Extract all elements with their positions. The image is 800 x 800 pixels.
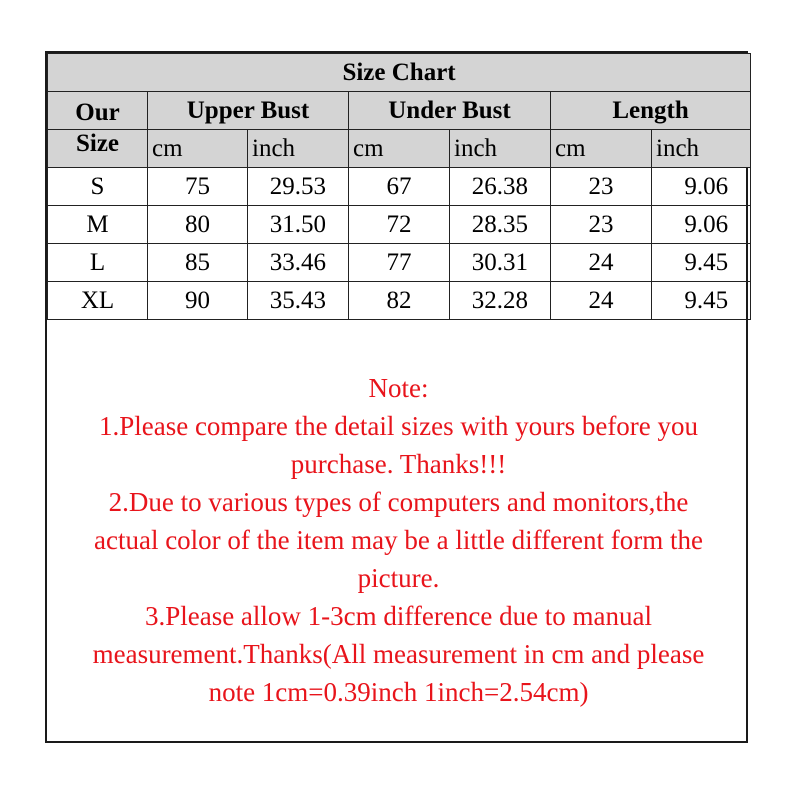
table-row: [48, 244, 751, 282]
unit-header-cell: inch: [248, 130, 349, 168]
note-line: note 1cm=0.39inch 1inch=2.54cm): [208, 677, 589, 707]
unit-header-cell: inch: [652, 130, 751, 168]
under-bust-cm-cell: 77: [349, 244, 450, 282]
upper-bust-inch-cell: 33.46: [248, 244, 349, 282]
table-row: [48, 282, 751, 320]
upper-bust-cm-cell: 75: [148, 168, 248, 206]
upper-bust-inch-cell: 35.43: [248, 282, 349, 320]
unit-header-cell: cm: [551, 130, 652, 168]
note-line: actual color of the item may be a little different form the: [93, 525, 704, 555]
upper-bust-cm-cell: 80: [148, 206, 248, 244]
length-inch-cell: 9.45: [652, 244, 751, 282]
unit-header-cell: inch: [450, 130, 551, 168]
upper-bust-header: Upper Bust: [148, 92, 349, 130]
under-bust-header: Under Bust: [349, 92, 551, 130]
note-line: measurement.Thanks(All measurement in cm and please: [92, 639, 705, 669]
length-cm-cell: 24: [551, 282, 652, 320]
chart-title: Size Chart: [48, 54, 751, 92]
note-line: 2.Due to various types of computers and monitors,the: [108, 487, 689, 517]
table-row: [48, 206, 751, 244]
table-row: [48, 168, 751, 206]
note-line: picture.: [357, 563, 440, 593]
under-bust-inch-cell: 28.35: [450, 206, 551, 244]
length-cm-cell: 24: [551, 244, 652, 282]
length-cm-cell: 23: [551, 168, 652, 206]
size-chart-frame: [45, 51, 748, 743]
size-cell: XL: [48, 282, 148, 320]
group-header-row: [48, 92, 751, 130]
note-heading: Note:: [368, 373, 429, 403]
length-inch-cell: 9.45: [652, 282, 751, 320]
upper-bust-cm-cell: 85: [148, 244, 248, 282]
upper-bust-inch-cell: 31.50: [248, 206, 349, 244]
upper-bust-inch-cell: 29.53: [248, 168, 349, 206]
under-bust-inch-cell: 32.28: [450, 282, 551, 320]
under-bust-inch-cell: 30.31: [450, 244, 551, 282]
under-bust-cm-cell: 67: [349, 168, 450, 206]
length-inch-cell: 9.06: [652, 206, 751, 244]
under-bust-inch-cell: 26.38: [450, 168, 551, 206]
size-cell: M: [48, 206, 148, 244]
unit-header-cell: cm: [148, 130, 248, 168]
size-cell: L: [48, 244, 148, 282]
note-line: purchase. Thanks!!!: [290, 449, 507, 479]
our-size-header-line1: Our: [48, 92, 148, 130]
under-bust-cm-cell: 72: [349, 206, 450, 244]
notes-section: [47, 369, 750, 711]
under-bust-cm-cell: 82: [349, 282, 450, 320]
note-line: 1.Please compare the detail sizes with yours before you: [98, 411, 699, 441]
unit-header-cell: cm: [349, 130, 450, 168]
length-cm-cell: 23: [551, 206, 652, 244]
length-header: Length: [551, 92, 751, 130]
size-cell: S: [48, 168, 148, 206]
size-chart-table: [47, 53, 751, 320]
title-row: [48, 54, 751, 92]
upper-bust-cm-cell: 90: [148, 282, 248, 320]
unit-header-row: [48, 130, 751, 168]
note-line: 3.Please allow 1-3cm difference due to manual: [144, 601, 653, 631]
our-size-header-line2: Size: [48, 130, 148, 168]
length-inch-cell: 9.06: [652, 168, 751, 206]
